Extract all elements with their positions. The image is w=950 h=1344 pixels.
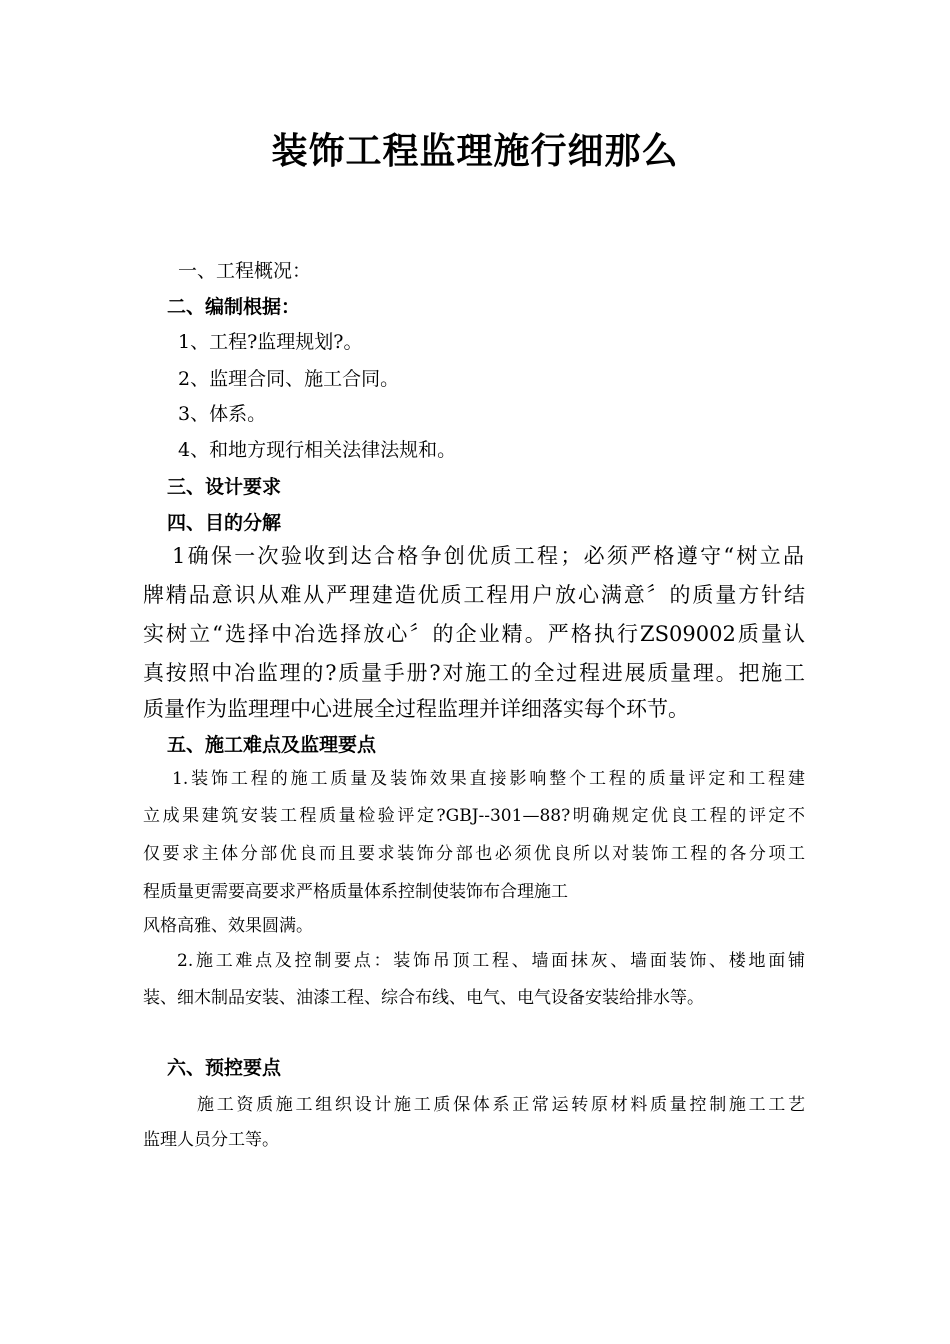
goals-paragraph-line: 质量作为监理理中心进展全过程监理并详细落实每个环节。 bbox=[143, 697, 689, 721]
precontrol-paragraph-line: 监理人员分工等。 bbox=[143, 1130, 279, 1150]
basis-item: 2、监理合同、施工合同。 bbox=[178, 368, 400, 390]
difficulties-paragraph-line: 程质量更需要高要求严格质量体系控制使装饰布合理施工 bbox=[143, 882, 568, 902]
goals-paragraph-line: 1确保一次验收到达合格争创优质工程；必须严格遵守“树立品 bbox=[172, 544, 804, 568]
basis-item: 4、和地方现行相关法律法规和。 bbox=[178, 439, 457, 461]
goals-paragraph-line: 牌精品意识从难从严理建造优质工程用户放心满意〞的质量方针结 bbox=[143, 583, 805, 607]
section-heading-difficulties: 五、施工难点及监理要点 bbox=[167, 734, 377, 756]
basis-item: 1、工程?监理规划?。 bbox=[178, 331, 363, 353]
section-heading-goals: 四、目的分解 bbox=[167, 512, 282, 534]
section-heading-precontrol: 六、预控要点 bbox=[167, 1057, 282, 1079]
difficulties-paragraph-line: 装、细木制品安装、油漆工程、综合布线、电气、电气设备安装给排水等。 bbox=[143, 988, 704, 1008]
difficulties-paragraph-line: 仅要求主体分部优良而且要求装饰分部也必须优良所以对装饰工程的各分项工 bbox=[143, 844, 805, 864]
difficulties-paragraph-line: 2.施工难点及控制要点：装饰吊顶工程、墙面抹灰、墙面装饰、楼地面铺 bbox=[177, 951, 805, 971]
precontrol-paragraph-line: 施工资质施工组织设计施工质保体系正常运转原材料质量控制施工工艺 bbox=[197, 1095, 805, 1115]
section-heading-design: 三、设计要求 bbox=[167, 476, 282, 498]
section-heading-overview: 一、工程概况： bbox=[178, 260, 312, 282]
difficulties-paragraph-line: 风格高雅、效果圆满。 bbox=[143, 916, 313, 936]
difficulties-paragraph-line: 1.装饰工程的施工质量及装饰效果直接影响整个工程的质量评定和工程建 bbox=[172, 769, 805, 789]
page-title: 装饰工程监理施行细那么 bbox=[271, 131, 679, 172]
section-heading-basis: 二、编制根据： bbox=[167, 296, 301, 318]
difficulties-paragraph-line: 立成果建筑安装工程质量检验评定?GBJ--301—88?明确规定优良工程的评定不 bbox=[143, 806, 805, 826]
goals-paragraph-line: 真按照中冶监理的?质量手册?对施工的全过程进展质量理。把施工 bbox=[143, 661, 805, 685]
goals-paragraph-line: 实树立“选择中冶选择放心〞的企业精。严格执行ZS09002质量认 bbox=[143, 622, 805, 646]
basis-item: 3、体系。 bbox=[178, 403, 267, 425]
